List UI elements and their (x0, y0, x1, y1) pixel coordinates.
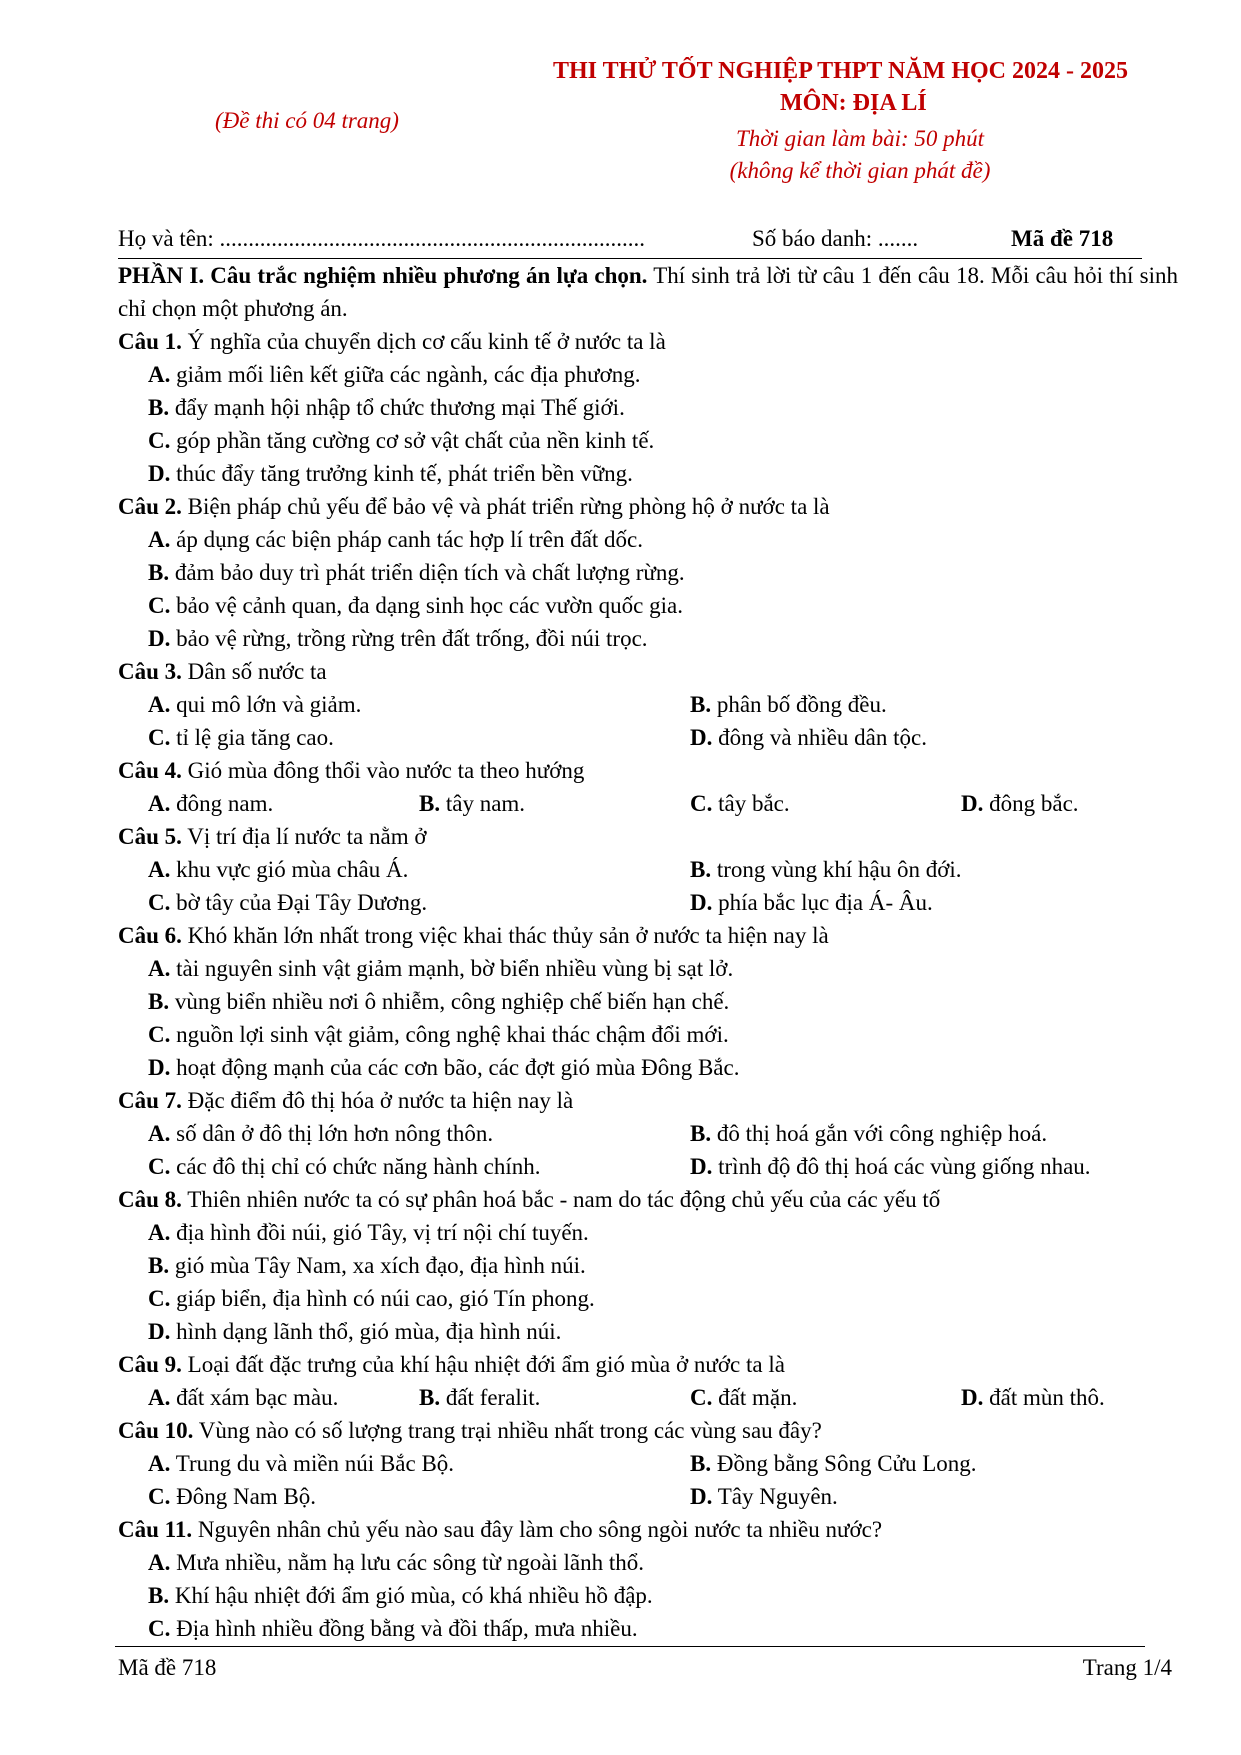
exam-code-label: Mã đề 718 (1011, 226, 1114, 251)
option-text: hình dạng lãnh thổ, gió mùa, địa hình núi. (170, 1319, 562, 1344)
answer-option[interactable] (148, 688, 690, 721)
answer-option[interactable] (118, 1282, 1178, 1315)
option-text: Đông Nam Bộ. (170, 1484, 317, 1509)
answer-option[interactable] (148, 1480, 690, 1513)
answer-option[interactable] (118, 358, 1178, 391)
option-letter: C. (148, 725, 171, 750)
answer-options (118, 1381, 1178, 1414)
answer-option[interactable] (148, 1447, 690, 1480)
answer-option[interactable] (118, 985, 1178, 1018)
question-1 (118, 325, 1178, 490)
question-list (118, 325, 1178, 1645)
option-letter: C. (148, 1286, 171, 1311)
question-stem (118, 1348, 1178, 1381)
option-text: trình độ đô thị hoá các vùng giống nhau. (712, 1154, 1091, 1179)
question-label: Câu 9. (118, 1352, 182, 1377)
option-letter: C. (148, 593, 171, 618)
footer-page-number: Trang 1/4 (1082, 1655, 1172, 1680)
answer-option[interactable] (148, 1150, 690, 1183)
option-text: giảm mối liên kết giữa các ngành, các địa phương. (170, 362, 641, 387)
question-10 (118, 1414, 1178, 1513)
option-text: gió mùa Tây Nam, xa xích đạo, địa hình núi. (169, 1253, 586, 1278)
option-text: số dân ở đô thị lớn hơn nông thôn. (170, 1121, 494, 1146)
option-text: trong vùng khí hậu ôn đới. (711, 857, 962, 882)
option-text: Khí hậu nhiệt đới ẩm gió mùa, có khá nhiều hồ đập. (169, 1583, 653, 1608)
option-text: nguồn lợi sinh vật giảm, công nghệ khai thác chậm đổi mới. (170, 1022, 729, 1047)
option-letter: D. (690, 1154, 713, 1179)
answer-options (118, 853, 1178, 919)
answer-option[interactable] (690, 886, 1178, 919)
question-label: Câu 11. (118, 1517, 193, 1542)
option-text: đảm bảo duy trì phát triển diện tích và chất lượng rừng. (169, 560, 685, 585)
option-letter: C. (148, 1154, 171, 1179)
option-text: phía bắc lục địa Á- Âu. (712, 890, 933, 915)
student-info-row (118, 226, 1142, 256)
option-text: bảo vệ rừng, trồng rừng trên đất trống, đồi núi trọc. (170, 626, 648, 651)
answer-options (118, 688, 1178, 754)
question-text: Biện pháp chủ yếu để bảo vệ và phát triển rừng phòng hộ ở nước ta là (181, 494, 830, 519)
option-letter: D. (148, 1055, 171, 1080)
option-letter: B. (148, 1253, 170, 1278)
question-text: Khó khăn lớn nhất trong việc khai thác thủy sản ở nước ta hiện nay là (181, 923, 829, 948)
option-letter: C. (690, 791, 713, 816)
answer-option[interactable] (690, 688, 1178, 721)
option-text: giáp biển, địa hình có núi cao, gió Tín phong. (170, 1286, 595, 1311)
answer-option[interactable] (118, 1546, 1178, 1579)
option-text: đất xám bạc màu. (170, 1385, 339, 1410)
option-letter: A. (148, 527, 171, 552)
option-text: Tây Nguyên. (712, 1484, 838, 1509)
answer-option[interactable] (118, 1249, 1178, 1282)
option-letter: C. (690, 1385, 713, 1410)
answer-option[interactable] (118, 523, 1178, 556)
question-text: Nguyên nhân chủ yếu nào sau đây làm cho sông ngòi nước ta nhiều nước? (192, 1517, 883, 1542)
answer-options (118, 523, 1178, 655)
option-text: đất feralit. (440, 1385, 541, 1410)
question-stem (118, 1183, 1178, 1216)
question-stem (118, 754, 1178, 787)
answer-options (118, 1117, 1178, 1183)
answer-option[interactable] (118, 424, 1178, 457)
question-text: Vùng nào có số lượng trang trại nhiều nhất trong các vùng sau đây? (193, 1418, 822, 1443)
answer-option[interactable] (419, 1381, 690, 1414)
answer-options (118, 358, 1178, 490)
question-label: Câu 10. (118, 1418, 194, 1443)
answer-option[interactable] (118, 457, 1178, 490)
option-text: tài nguyên sinh vật giảm mạnh, bờ biển nhiều vùng bị sạt lở. (170, 956, 734, 981)
student-name-field: Họ và tên: .......................................................................... (118, 226, 646, 251)
option-text: Trung du và miền núi Bắc Bộ. (170, 1451, 455, 1476)
part-heading: PHẦN I. Câu trắc nghiệm nhiều phương án lựa chọn. (118, 263, 648, 288)
answer-option[interactable] (118, 1051, 1178, 1084)
answer-option[interactable] (148, 886, 690, 919)
option-letter: B. (148, 1583, 170, 1608)
question-label: Câu 7. (118, 1088, 182, 1113)
question-label: Câu 1. (118, 329, 182, 354)
question-text: Đặc điểm đô thị hóa ở nước ta hiện nay là (181, 1088, 574, 1113)
option-letter: D. (148, 1319, 171, 1344)
option-text: vùng biển nhiều nơi ô nhiễm, công nghiệp chế biến hạn chế. (169, 989, 730, 1014)
answer-options (118, 787, 1178, 820)
question-stem (118, 1414, 1178, 1447)
option-letter: B. (148, 395, 170, 420)
answer-option[interactable] (148, 1117, 690, 1150)
answer-option[interactable] (148, 721, 690, 754)
option-text: qui mô lớn và giảm. (170, 692, 362, 717)
answer-option[interactable] (118, 1018, 1178, 1051)
question-stem (118, 490, 1178, 523)
option-letter: A. (148, 1550, 171, 1575)
answer-option[interactable] (961, 1381, 1178, 1414)
answer-option[interactable] (148, 787, 419, 820)
option-letter: D. (961, 1385, 984, 1410)
option-letter: A. (148, 692, 171, 717)
answer-options (118, 1447, 1178, 1513)
option-letter: B. (690, 1451, 712, 1476)
option-text: tây nam. (440, 791, 526, 816)
answer-option[interactable] (118, 556, 1178, 589)
answer-option[interactable] (690, 1480, 1178, 1513)
option-letter: D. (690, 725, 713, 750)
answer-option[interactable] (690, 721, 1178, 754)
question-9 (118, 1348, 1178, 1414)
time-limit: Thời gian làm bài: 50 phút (735, 126, 985, 151)
option-letter: B. (690, 1121, 712, 1146)
question-text: Dân số nước ta (181, 659, 327, 684)
answer-option[interactable] (690, 787, 961, 820)
answer-option[interactable] (961, 787, 1178, 820)
question-5 (118, 820, 1178, 919)
option-text: tỉ lệ gia tăng cao. (170, 725, 334, 750)
option-text: bảo vệ cảnh quan, đa dạng sinh học các vườn quốc gia. (170, 593, 683, 618)
answer-options (118, 1216, 1178, 1348)
question-stem (118, 1513, 1178, 1546)
option-text: thúc đẩy tăng trưởng kinh tế, phát triển bền vững. (170, 461, 633, 486)
part-instructions (118, 259, 1178, 325)
question-3 (118, 655, 1178, 754)
option-letter: B. (148, 560, 170, 585)
option-letter: C. (148, 1616, 171, 1641)
option-letter: A. (148, 1385, 171, 1410)
option-letter: C. (148, 1022, 171, 1047)
option-text: các đô thị chỉ có chức năng hành chính. (170, 1154, 541, 1179)
answer-option[interactable] (148, 853, 690, 886)
option-letter: D. (148, 461, 171, 486)
answer-option[interactable] (118, 1216, 1178, 1249)
option-text: địa hình đồi núi, gió Tây, vị trí nội chí tuyến. (170, 1220, 589, 1245)
answer-option[interactable] (690, 1150, 1178, 1183)
footer-divider (115, 1646, 1145, 1647)
answer-option[interactable] (118, 952, 1178, 985)
option-letter: C. (148, 1484, 171, 1509)
option-letter: B. (690, 692, 712, 717)
answer-option[interactable] (419, 787, 690, 820)
student-id-field: Số báo danh: ....... (752, 226, 919, 251)
option-letter: C. (148, 890, 171, 915)
question-7 (118, 1084, 1178, 1183)
option-text: đẩy mạnh hội nhập tổ chức thương mại Thế giới. (169, 395, 625, 420)
exam-content (118, 259, 1178, 1645)
answer-option[interactable] (118, 1612, 1178, 1645)
option-text: đô thị hoá gắn với công nghiệp hoá. (711, 1121, 1048, 1146)
option-letter: B. (148, 989, 170, 1014)
answer-option[interactable] (118, 622, 1178, 655)
question-text: Vị trí địa lí nước ta nằm ở (181, 824, 427, 849)
question-4 (118, 754, 1178, 820)
answer-option[interactable] (118, 1579, 1178, 1612)
question-stem (118, 1084, 1178, 1117)
option-letter: D. (148, 626, 171, 651)
question-text: Loại đất đặc trưng của khí hậu nhiệt đới ẩm gió mùa ở nước ta là (181, 1352, 785, 1377)
option-letter: A. (148, 362, 171, 387)
question-stem (118, 325, 1178, 358)
exam-title: THI THỬ TỐT NGHIỆP THPT NĂM HỌC 2024 - 2025 (553, 58, 1128, 84)
question-text: Ý nghĩa của chuyển dịch cơ cấu kinh tế ở nước ta là (181, 329, 666, 354)
option-letter: D. (690, 1484, 713, 1509)
option-text: đông bắc. (983, 791, 1079, 816)
option-text: đông và nhiều dân tộc. (712, 725, 927, 750)
option-text: hoạt động mạnh của các cơn bão, các đợt gió mùa Đông Bắc. (170, 1055, 740, 1080)
question-stem (118, 655, 1178, 688)
question-label: Câu 5. (118, 824, 182, 849)
question-label: Câu 3. (118, 659, 182, 684)
option-text: Mưa nhiều, nằm hạ lưu các sông từ ngoài lãnh thổ. (170, 1550, 645, 1575)
page-count-note: (Đề thi có 04 trang) (215, 108, 399, 133)
question-6 (118, 919, 1178, 1084)
option-letter: A. (148, 1220, 171, 1245)
question-label: Câu 8. (118, 1187, 182, 1212)
option-letter: A. (148, 956, 171, 981)
option-letter: B. (419, 791, 441, 816)
question-2 (118, 490, 1178, 655)
subject-title: MÔN: ĐỊA LÍ (780, 90, 927, 116)
option-letter: A. (148, 857, 171, 882)
option-text: đất mặn. (712, 1385, 798, 1410)
option-letter: A. (148, 1121, 171, 1146)
question-text: Gió mùa đông thổi vào nước ta theo hướng (181, 758, 585, 783)
answer-option[interactable] (690, 853, 1178, 886)
option-letter: B. (419, 1385, 441, 1410)
answer-option[interactable] (690, 1381, 961, 1414)
question-8 (118, 1183, 1178, 1348)
footer-exam-code: Mã đề 718 (118, 1655, 217, 1680)
option-letter: C. (148, 428, 171, 453)
answer-options (118, 1546, 1178, 1645)
answer-option[interactable] (690, 1117, 1178, 1150)
question-11 (118, 1513, 1178, 1645)
option-letter: A. (148, 791, 171, 816)
option-text: Đồng bằng Sông Cửu Long. (711, 1451, 977, 1476)
time-note: (không kể thời gian phát đề) (729, 158, 991, 183)
option-text: đất mùn thô. (983, 1385, 1105, 1410)
option-text: phân bố đồng đều. (711, 692, 887, 717)
answer-options (118, 952, 1178, 1084)
option-text: áp dụng các biện pháp canh tác hợp lí trên đất dốc. (170, 527, 643, 552)
part-instruction-text: Thí sinh trả lời từ câu 1 đến câu 18. Mỗi câu hỏi thí sinh chỉ chọn một phương án. (118, 263, 1178, 321)
option-letter: D. (961, 791, 984, 816)
question-label: Câu 4. (118, 758, 182, 783)
question-stem (118, 919, 1178, 952)
option-text: bờ tây của Đại Tây Dương. (170, 890, 428, 915)
option-text: Địa hình nhiều đồng bằng và đồi thấp, mưa nhiều. (170, 1616, 638, 1641)
answer-option[interactable] (118, 589, 1178, 622)
option-text: khu vực gió mùa châu Á. (170, 857, 409, 882)
question-text: Thiên nhiên nước ta có sự phân hoá bắc - nam do tác động chủ yếu của các yếu tố (181, 1187, 941, 1212)
question-label: Câu 2. (118, 494, 182, 519)
option-text: góp phần tăng cường cơ sở vật chất của nền kinh tế. (170, 428, 655, 453)
question-stem (118, 820, 1178, 853)
option-text: đông nam. (170, 791, 274, 816)
answer-option[interactable] (118, 1315, 1178, 1348)
option-letter: A. (148, 1451, 171, 1476)
option-letter: B. (690, 857, 712, 882)
question-label: Câu 6. (118, 923, 182, 948)
option-letter: D. (690, 890, 713, 915)
answer-option[interactable] (690, 1447, 1178, 1480)
answer-option[interactable] (118, 391, 1178, 424)
option-text: tây bắc. (712, 791, 790, 816)
answer-option[interactable] (148, 1381, 419, 1414)
